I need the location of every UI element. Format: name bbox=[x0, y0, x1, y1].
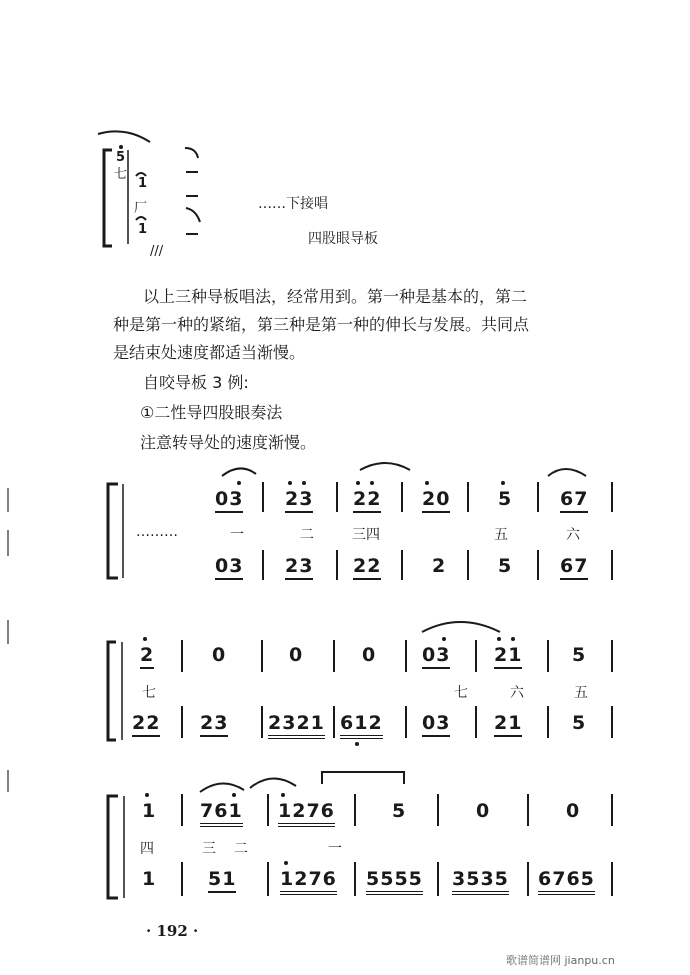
system3-lines bbox=[108, 772, 612, 898]
paragraph-line-2: 种是第一种的紧缩，第三种是第一种的伸长与发展。共同点 bbox=[113, 315, 530, 334]
s3-lyric: 一 bbox=[328, 841, 342, 857]
s1-bottom-note: 22 bbox=[353, 555, 381, 580]
s1-top-note: 22 bbox=[353, 488, 381, 513]
s1-bottom-note: 67 bbox=[560, 555, 588, 580]
s2-top-note: 03 bbox=[422, 644, 450, 669]
s3-bottom-note: 51 bbox=[208, 868, 236, 893]
page-number: · 192 · bbox=[146, 922, 199, 940]
top-lyric-chang: 厂 bbox=[134, 201, 148, 216]
s1-top-note: 67 bbox=[560, 488, 588, 513]
s1-lyric: 一 bbox=[230, 527, 244, 543]
s2-top-note: 0 bbox=[212, 644, 227, 666]
s1-bottom-note: 2 bbox=[432, 555, 447, 577]
s2-bottom-note: 03 bbox=[422, 712, 450, 737]
s1-bottom-note: 03 bbox=[215, 555, 243, 580]
s1-bottom-note: 5 bbox=[498, 555, 513, 577]
s2-bottom-note: 23 bbox=[200, 712, 228, 737]
s2-top-note: 21 bbox=[494, 644, 522, 669]
top-bracket bbox=[104, 150, 112, 246]
s2-bottom-note: 612 bbox=[340, 712, 383, 739]
s2-bottom-note: 2321 bbox=[268, 712, 325, 739]
top-note-1b: 1 bbox=[138, 222, 149, 237]
s1-lyric: 五 bbox=[494, 527, 508, 543]
top-note-1a: 1 bbox=[138, 176, 149, 191]
top-note-5: 5 bbox=[116, 150, 127, 165]
s1-top-note: 5 bbox=[498, 488, 513, 510]
s2-top-note: 0 bbox=[362, 644, 377, 666]
top-lyric-qi: 七 bbox=[114, 167, 128, 182]
watermark: 歌谱简谱网 jianpu.cn bbox=[506, 954, 615, 967]
s3-top-note: 0 bbox=[476, 800, 491, 822]
paragraph-line-1: 以上三种导板唱法，经常用到。第一种是基本的，第二 bbox=[143, 287, 528, 306]
s2-bottom-note: 21 bbox=[494, 712, 522, 737]
s3-top-note: 761 bbox=[200, 800, 243, 827]
top-slur bbox=[98, 131, 150, 142]
section-title: 自咬导板 3 例: bbox=[143, 373, 249, 392]
s1-lyric: 三四 bbox=[352, 527, 380, 543]
s2-top-note: 0 bbox=[289, 644, 304, 666]
s3-bottom-note: 3535 bbox=[452, 868, 509, 895]
s3-top-note: 1 bbox=[142, 800, 157, 822]
s1-top-note: 20 bbox=[422, 488, 450, 513]
s3-bottom-note: 1 bbox=[142, 868, 157, 890]
s2-lyric: 五 bbox=[574, 685, 588, 701]
s2-bottom-note: 5 bbox=[572, 712, 587, 734]
s1-lyric: 二 bbox=[300, 527, 314, 543]
s2-top-note: 5 bbox=[572, 644, 587, 666]
s3-top-note: 1276 bbox=[278, 800, 335, 827]
s2-lyric: 六 bbox=[510, 685, 524, 701]
annotation-label: 四股眼导板 bbox=[308, 231, 378, 247]
s1-lyric: 六 bbox=[566, 527, 580, 543]
s2-lyric: 七 bbox=[142, 685, 156, 701]
s3-lyric: 三 bbox=[202, 841, 216, 857]
s3-bottom-note: 1276 bbox=[280, 868, 337, 895]
annotation-continue: ……下接唱 bbox=[258, 196, 328, 212]
s2-bottom-note: 22 bbox=[132, 712, 160, 737]
s3-lyric: 四 bbox=[140, 841, 154, 857]
paragraph-line-3: 是结束处速度都适当渐慢。 bbox=[113, 343, 306, 362]
s1-leader: ……… bbox=[136, 524, 178, 540]
s3-top-note: 5 bbox=[392, 800, 407, 822]
s3-bottom-note: 6765 bbox=[538, 868, 595, 895]
s1-bottom-note: 23 bbox=[285, 555, 313, 580]
s2-lyric: 七 bbox=[454, 685, 468, 701]
s3-bottom-note: 5555 bbox=[366, 868, 423, 895]
example-title: ①二性导四股眼奏法 bbox=[140, 403, 283, 422]
example-note: 注意转导处的速度渐慢。 bbox=[140, 433, 317, 452]
s2-top-note: 2 bbox=[140, 644, 154, 669]
s1-top-note: 23 bbox=[285, 488, 313, 513]
s3-lyric: 二 bbox=[234, 841, 248, 857]
s3-top-note: 0 bbox=[566, 800, 581, 822]
top-tremolo-mark: /// bbox=[150, 244, 164, 259]
s1-top-note: 03 bbox=[215, 488, 243, 513]
